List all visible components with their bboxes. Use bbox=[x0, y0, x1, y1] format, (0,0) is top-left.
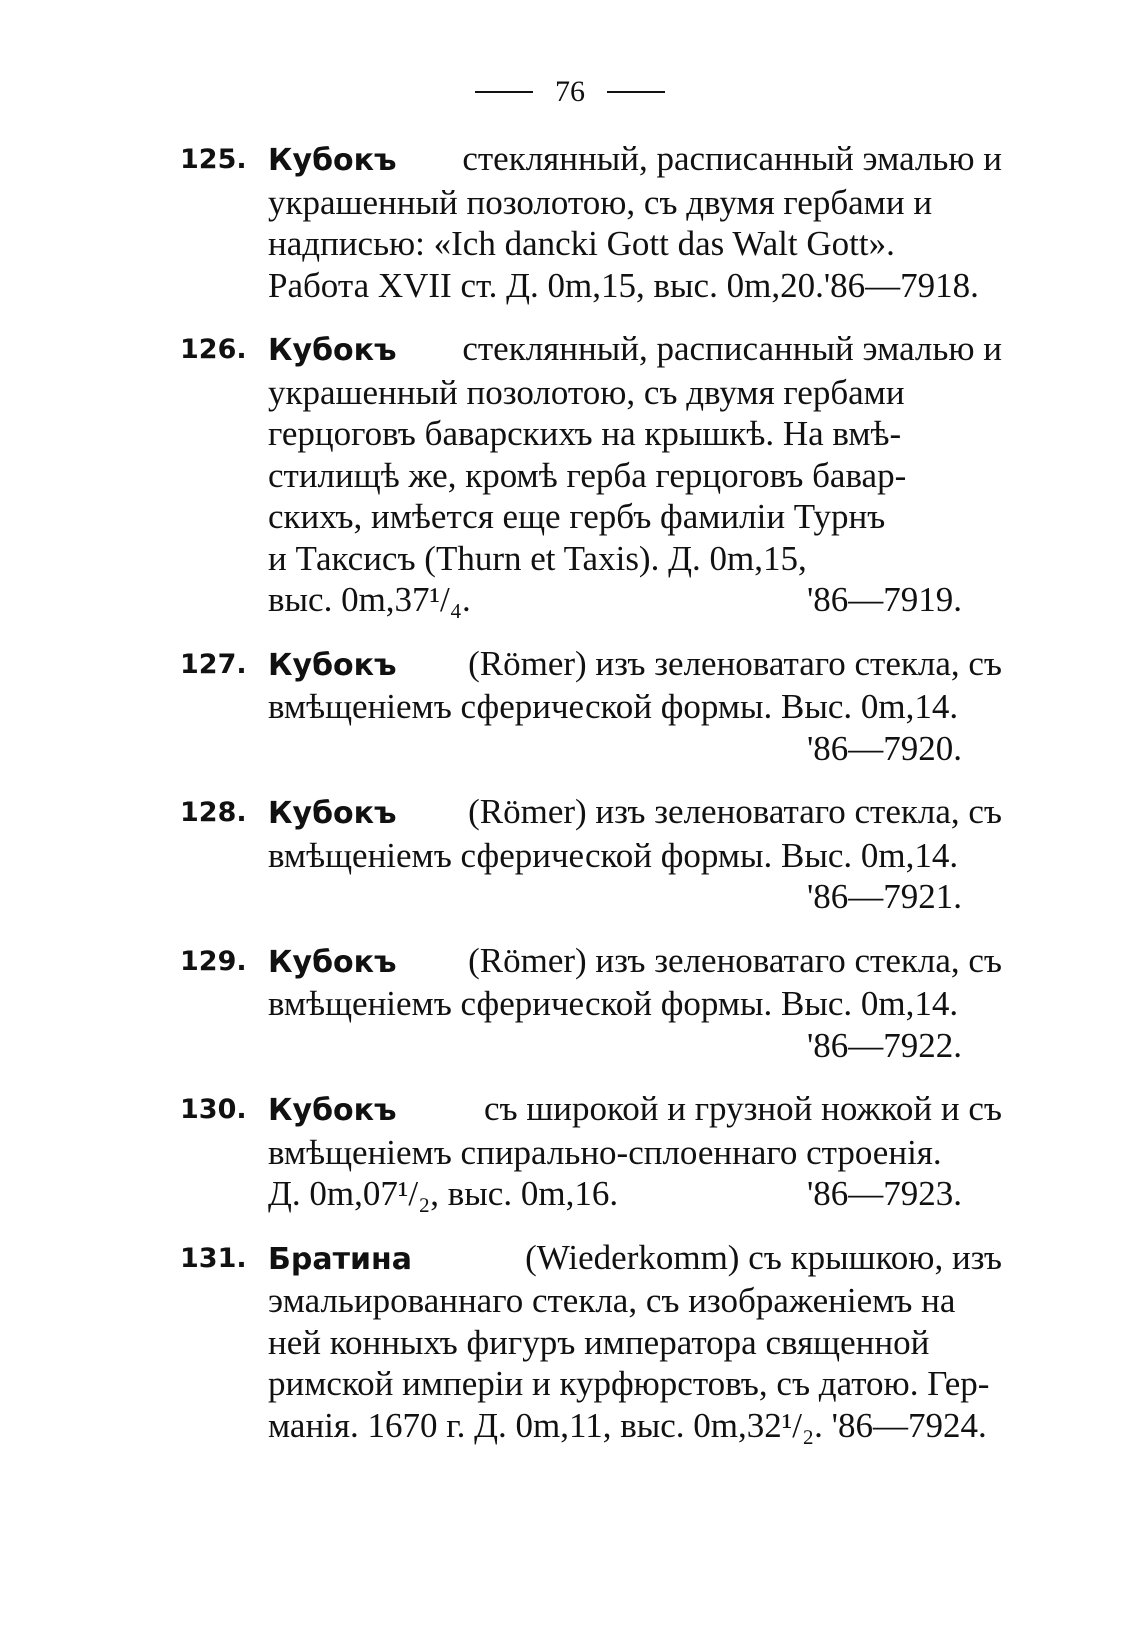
entry-text: (Wiederkomm) съ крышкою, изъ bbox=[525, 1237, 1002, 1277]
entry-line: вмѣщеніемъ сферической формы. Выс. 0m,14. bbox=[268, 984, 959, 1023]
entry-text: стеклянный, расписанный эмалью и bbox=[462, 139, 1002, 178]
entry-line: манія. 1670 г. Д. 0m,11, выс. 0m,32¹/₂. '86—7924. bbox=[268, 1405, 987, 1445]
entry-number: 130. bbox=[180, 1094, 247, 1125]
entry-keyword: Кубокъ bbox=[268, 1093, 397, 1128]
inventory-number: '86—7922. bbox=[806, 1025, 962, 1065]
entry-line: вмѣщеніемъ спирально-сплоеннаго строенія. bbox=[268, 1132, 942, 1172]
entry-line: украшенный позолотою, съ двумя гербами bbox=[268, 372, 905, 412]
entry-text: стеклянный, расписанный эмалью и bbox=[462, 329, 1002, 368]
entry-number: 125. bbox=[180, 144, 247, 175]
entry-number: 129. bbox=[180, 945, 247, 977]
entry-keyword: Кубокъ bbox=[268, 796, 397, 831]
header-rule-right bbox=[607, 91, 665, 93]
entry-line: вмѣщеніемъ сферической формы. Выс. 0m,14. bbox=[268, 687, 959, 726]
entry-line bbox=[268, 791, 1002, 835]
inventory-number: '86—7921. bbox=[806, 877, 962, 916]
inventory-number: '86—7920. bbox=[806, 728, 962, 768]
entry-text: съ широкой и грузной ножкой и съ bbox=[483, 1089, 1002, 1128]
entry-line: украшенный позолотою, съ двумя гербами и bbox=[268, 182, 933, 222]
entry-line: надписью: «Ich dancki Gott das Walt Gott». bbox=[268, 224, 895, 263]
entry-text: (Römer) изъ зеленоватаго стекла, съ bbox=[468, 643, 1002, 683]
entry-line: вмѣщеніемъ сферической формы. Выс. 0m,14. bbox=[268, 835, 959, 875]
entry-line bbox=[268, 265, 1002, 307]
entry-line bbox=[268, 1088, 1002, 1132]
inventory-number: '86—7923. bbox=[806, 1174, 962, 1213]
inventory-number: '86—7918. bbox=[823, 265, 979, 305]
entry-line bbox=[268, 940, 1002, 984]
entry-text: Работа XVII ст. Д. 0m,15, выс. 0m,20. bbox=[268, 265, 824, 305]
entry-keyword: Кубокъ bbox=[268, 647, 397, 683]
entry-keyword: Братина bbox=[268, 1241, 412, 1277]
entry-line: скихъ, имѣется еще гербъ фамиліи Турнъ bbox=[268, 497, 886, 536]
entry-number: 131. bbox=[180, 1242, 247, 1274]
catalog-entry-127 bbox=[170, 643, 1002, 770]
entry-text: Д. 0m,07¹/₂, выс. 0m,16. bbox=[268, 1174, 619, 1213]
catalog-entry-128 bbox=[170, 791, 1002, 918]
entry-line: римской имперіи и курфюрстовъ, съ датою. Гер- bbox=[268, 1364, 990, 1403]
entry-keyword: Кубокъ bbox=[268, 333, 397, 368]
entry-line bbox=[268, 138, 1002, 182]
entry-number: 127. bbox=[180, 648, 247, 680]
inventory-number: '86—7919. bbox=[806, 580, 962, 619]
entry-keyword: Кубокъ bbox=[268, 944, 397, 980]
catalog-entry-125 bbox=[170, 138, 1002, 306]
entry-line: эмальированнаго стекла, съ изображеніемъ на bbox=[268, 1281, 956, 1320]
entry-line: герцоговъ баварскихъ на крышкѣ. На вмѣ- bbox=[268, 414, 902, 453]
entry-line bbox=[268, 579, 1002, 621]
catalog-entry-126 bbox=[170, 328, 1002, 621]
catalog-entries bbox=[170, 138, 1002, 1468]
entry-line: и Таксисъ (Thurn et Taxis). Д. 0m,15, bbox=[268, 538, 807, 578]
catalog-entry-129 bbox=[170, 940, 1002, 1067]
entry-line bbox=[268, 1173, 1002, 1215]
entry-line bbox=[268, 643, 1002, 687]
entry-keyword: Кубокъ bbox=[268, 143, 397, 178]
entry-text: (Römer) изъ зеленоватаго стекла, съ bbox=[468, 792, 1002, 831]
entry-line bbox=[268, 328, 1002, 372]
page-number: 76 bbox=[555, 75, 585, 108]
catalog-entry-130 bbox=[170, 1088, 1002, 1215]
entry-text: (Römer) изъ зеленоватаго стекла, съ bbox=[468, 940, 1002, 980]
entry-number: 128. bbox=[180, 797, 247, 828]
header-rule-left bbox=[475, 91, 533, 93]
entry-line: стилищѣ же, кромѣ герба герцоговъ бавар- bbox=[268, 455, 907, 495]
entry-number: 126. bbox=[180, 334, 247, 365]
entry-line bbox=[268, 1237, 1002, 1281]
entry-line: ней конныхъ фигуръ императора священной bbox=[268, 1322, 930, 1362]
page-header bbox=[0, 74, 1140, 110]
entry-text: выс. 0m,37¹/₄. bbox=[268, 580, 471, 619]
catalog-entry-131 bbox=[170, 1237, 1002, 1447]
